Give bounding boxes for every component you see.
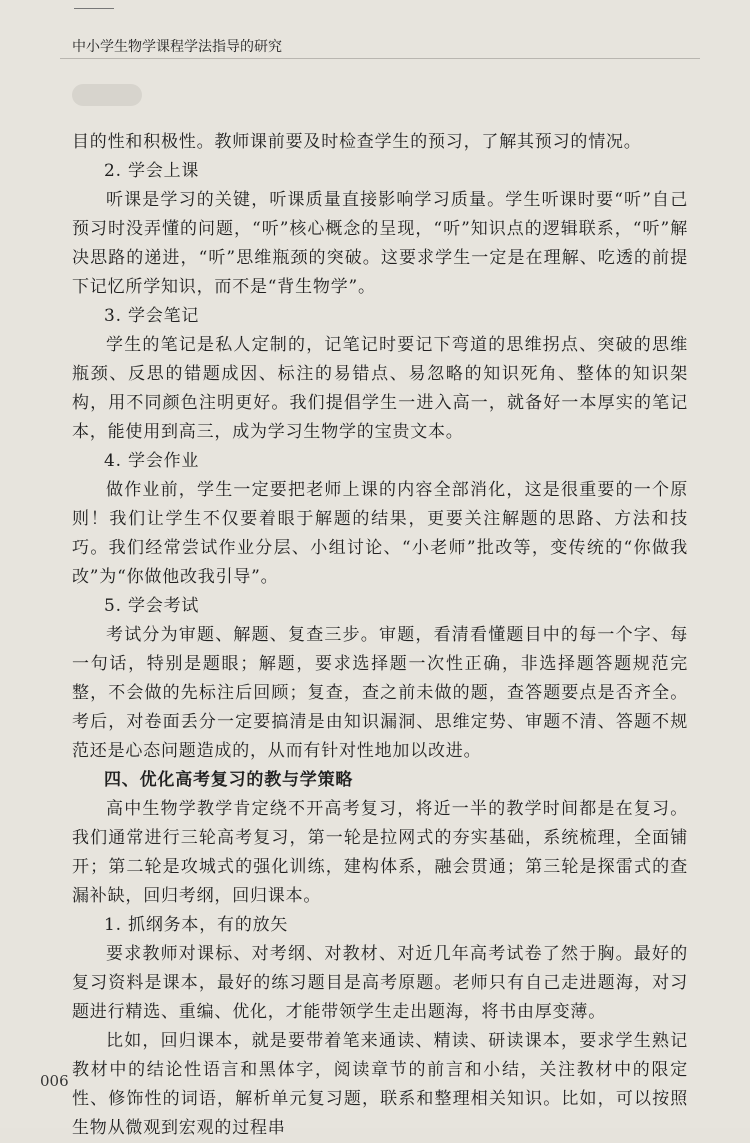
header-rule xyxy=(60,58,700,59)
paragraph: 要求教师对课标、对考纲、对教材、对近几年高考试卷了然于胸。最好的复习资料是课本，最好的练习题目是高考原题。老师只有自己走进题海，对习题进行精选、重编、优化，才能带领学生走出题海，将书由厚变薄。 xyxy=(72,944,688,1022)
paragraph: 高中生物学教学肯定绕不开高考复习，将近一半的教学时间都是在复习。我们通常进行三轮高考复习，第一轮是拉网式的夯实基础，系统梳理，全面铺开；第二轮是攻城式的强化训练，建构体系，融会贯通；第三轮是探雷式的查漏补缺，回归考纲，回归课本。 xyxy=(72,799,688,906)
show-through-mark xyxy=(72,84,142,106)
paragraph: 目的性和积极性。教师课前要及时检查学生的预习，了解其预习的情况。 xyxy=(72,132,642,152)
paragraph: 做作业前，学生一定要把老师上课的内容全部消化，这是很重要的一个原则！我们让学生不仅要着眼于解题的结果，更要关注解题的思路、方法和技巧。我们经常尝试作业分层、小组讨论、“小老师”批改等，变传统的“你做我改”为“你做他改我引导”。 xyxy=(72,480,688,587)
paragraph: 听课是学习的关键，听课质量直接影响学习质量。学生听课时要“听”自己预习时没弄懂的问题，“听”核心概念的呈现，“听”知识点的逻辑联系，“听”解决思路的递进，“听”思维瓶颈的突破。这要求学生一定是在理解、吃透的前提下记忆所学知识，而不是“背生物学”。 xyxy=(72,190,688,297)
paragraph: 学生的笔记是私人定制的，记笔记时要记下弯道的思维拐点、突破的思维瓶颈、反思的错题成因、标注的易错点、易忽略的知识死角、整体的知识架构，用不同颜色注明更好。我们提倡学生一进入高一，就备好一本厚实的笔记本，能使用到高三，成为学习生物学的宝贵文本。 xyxy=(72,335,688,442)
subheading: 3. 学会笔记 xyxy=(104,306,200,326)
subheading: 1. 抓纲务本，有的放矢 xyxy=(104,915,289,935)
section-heading: 四、优化高考复习的教与学策略 xyxy=(104,770,354,790)
page-number: 006 xyxy=(40,1072,69,1090)
subheading: 2. 学会上课 xyxy=(104,161,200,181)
paragraph: 考试分为审题、解题、复查三步。审题，看清看懂题目中的每一个字、每一句话，特别是题眼；解题，要求选择题一次性正确，非选择题答题规范完整，不会做的先标注后回顾；复查，查之前未做的题，查答题要点是否齐全。考后，对卷面丢分一定要搞清是由知识漏洞、思维定势、审题不清、答题不规范还是心态问题造成的，从而有针对性地加以改进。 xyxy=(72,625,688,761)
subheading: 5. 学会考试 xyxy=(104,596,200,616)
page-body xyxy=(72,128,688,1143)
subheading: 4. 学会作业 xyxy=(104,451,200,471)
header-mark xyxy=(74,8,114,23)
running-head: 中小学生物学课程学法指导的研究 xyxy=(72,39,282,55)
paragraph: 比如，回归课本，就是要带着笔来通读、精读、研读课本，要求学生熟记教材中的结论性语言和黑体字，阅读章节的前言和小结，关注教材中的限定性、修饰性的词语，解析单元复习题，联系和整理相关知识。比如，可以按照生物从微观到宏观的过程串 xyxy=(72,1031,688,1138)
